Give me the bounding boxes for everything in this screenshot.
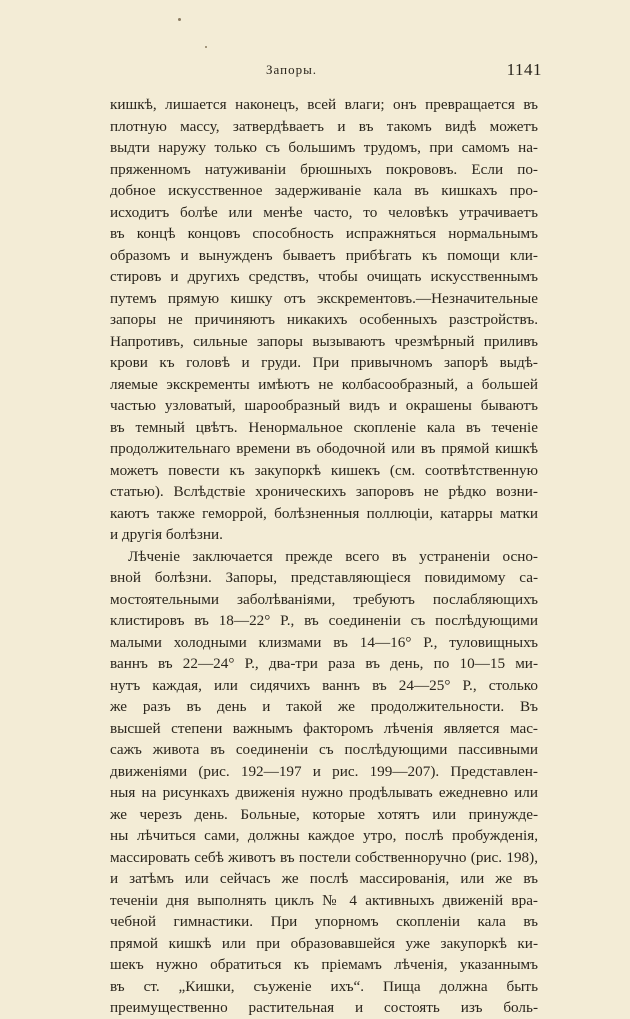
text-line: ваннъ въ 22—24° Р., два-три раза въ день, по 10—15 ми- — [110, 655, 538, 672]
text-line: же черезъ день. Больные, которые хотятъ или принужде- — [110, 805, 538, 823]
text-line: частью узловатый, шарообразный видъ и окрашены бываютъ — [110, 397, 538, 414]
text-line: Напротивъ, сильные запоры вызываютъ чрезмѣрный приливъ — [110, 332, 538, 350]
paragraph-start-line: Лѣченіе заключается прежде всего въ устраненіи осно- — [128, 547, 538, 565]
text-line: образомъ и вынужденъ бываетъ прибѣгать къ помощи кли- — [110, 246, 538, 264]
text-line: въ ст. „Кишки, съуженіе ихъ“. Пища должна быть — [110, 977, 538, 995]
running-title: Запоры. — [266, 62, 318, 77]
text-line: массировать себѣ животъ въ постели собственноручно (рис. 198), — [110, 848, 538, 866]
body-text — [110, 94, 538, 1019]
ink-speck — [178, 18, 181, 21]
text-line: продолжительнаго времени въ ободочной или въ прямой кишкѣ — [110, 440, 538, 457]
text-line: исходитъ болѣе или менѣе часто, то человѣкъ утрачиваетъ — [110, 203, 538, 221]
text-line: вной болѣзни. Запоры, представляющіеся повидимому са- — [110, 569, 538, 586]
text-line: въ темный цвѣтъ. Ненормальное скопленіе кала въ теченіе — [110, 418, 538, 436]
text-line: можетъ повести къ закупоркѣ кишекъ (см. соотвѣтственную — [110, 461, 538, 479]
paragraph-end-line: и другія болѣзни. — [110, 526, 223, 543]
text-line: ляемые экскременты имѣютъ не колбасообразный, а большей — [110, 375, 538, 393]
text-line: стировъ и другихъ средствъ, чтобы очищать искусственнымъ — [110, 268, 538, 285]
text-line: мостоятельными заболѣваніями, требуютъ послабляющихъ — [110, 590, 538, 608]
text-line: чебной гимнастики. При упорномъ скопленіи кала въ — [110, 913, 538, 930]
text-line: запоры не причиняютъ никакихъ особенныхъ разстройствъ. — [110, 311, 538, 328]
text-line: пряженномъ натуживаніи брюшныхъ покрововъ. Если по- — [110, 160, 538, 178]
page-number: 1141 — [506, 60, 542, 79]
text-line: нутъ каждая, или сидячихъ ваннъ въ 24—25° Р., столько — [110, 676, 538, 694]
text-line: малыми холодными клизмами въ 14—16° Р., туловищныхъ — [110, 633, 538, 651]
text-line: каютъ также геморрой, болѣзненныя поллюціи, катарры матки — [110, 504, 538, 522]
page-header — [112, 62, 542, 82]
text-line: шекъ нужно обратиться къ пріемамъ лѣченія, указаннымъ — [110, 956, 538, 973]
text-line: статью). Вслѣдствіе хроническихъ запоровъ не рѣдко возни- — [110, 483, 538, 500]
text-line: и затѣмъ или сейчасъ же послѣ массированія, или же въ — [110, 870, 538, 887]
text-line: высшей степени важнымъ факторомъ лѣченія является мас- — [110, 719, 538, 737]
text-line: клистировъ въ 18—22° Р., въ соединеніи съ послѣдующими — [110, 612, 538, 629]
text-line: плотную массу, затвердѣваетъ и въ такомъ видѣ можетъ — [110, 117, 538, 135]
text-line: путемъ прямую кишку отъ экскрементовъ.—Незначительные — [110, 289, 538, 307]
text-line: же разъ въ день и такой же продолжительности. Въ — [110, 698, 538, 715]
text-line: теченіи дня выполнять циклъ № 4 активныхъ движеній вра- — [110, 891, 538, 909]
text-line: выдти наружу только съ большимъ трудомъ, при самомъ на- — [110, 139, 538, 156]
text-line: ныя на рисункахъ движенія нужно продѣлывать ежедневно или — [110, 784, 538, 801]
text-line: прямой кишкѣ или при образовавшейся уже закупоркѣ ки- — [110, 934, 538, 952]
text-line: движеніями (рис. 192—197 и рис. 199—207). Представлен- — [110, 762, 538, 780]
text-line: ны лѣчиться сами, должны каждое утро, послѣ пробужденія, — [110, 827, 538, 844]
text-line: кишкѣ, лишается наконецъ, всей влаги; онъ превращается въ — [110, 96, 538, 113]
text-line: крови къ головѣ и груди. При привычномъ запорѣ выдѣ- — [110, 354, 538, 371]
ink-speck — [205, 46, 207, 48]
text-line: сажъ живота въ соединеніи съ послѣдующими пассивными — [110, 741, 538, 758]
text-line: преимущественно растительная и состоять изъ боль- — [110, 999, 538, 1016]
text-line: добное искусственное задерживаніе кала въ кишкахъ про- — [110, 182, 538, 199]
text-line: въ концѣ концовъ способность испражняться нормальнымъ — [110, 225, 538, 242]
